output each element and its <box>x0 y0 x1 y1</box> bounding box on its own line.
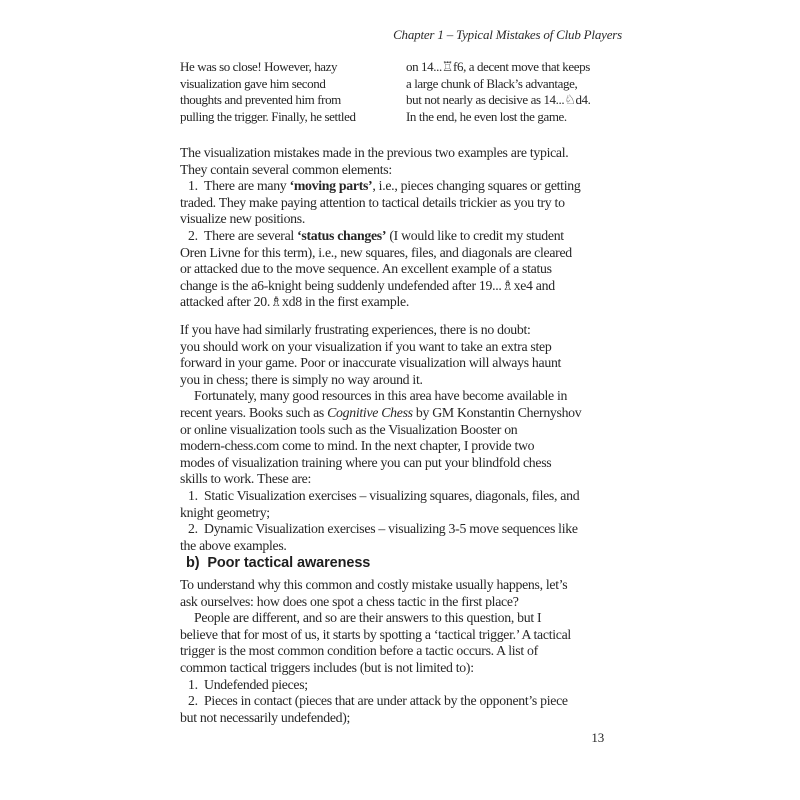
text-line <box>180 643 632 660</box>
text-run: but not necessarily undefended); <box>180 709 351 725</box>
text-run: forward in your game. Poor or inaccurate visualization will always haunt <box>180 355 562 371</box>
text-line <box>180 228 632 245</box>
text-run: Oren Livne for this term), i.e., new squares, files, and diagonals are cleared <box>180 244 572 260</box>
text-line <box>180 372 632 389</box>
page-number: 13 <box>591 730 604 745</box>
text-line <box>180 438 632 455</box>
text-run: ask ourselves: how does one spot a chess tactic in the first place? <box>180 593 519 609</box>
text-line <box>180 211 632 228</box>
text-line <box>180 339 632 356</box>
text-run: The visualization mistakes made in the previous two examples are typical. <box>180 145 569 160</box>
text-run: To understand why this common and costly mistake usually happens, let’s <box>180 577 568 592</box>
text-run: common tactical triggers includes (but is not limited to): <box>180 659 474 675</box>
text-run: attacked after 20.♗xd8 in the first example. <box>180 294 410 310</box>
text-line <box>180 261 632 278</box>
text-run: (I would like to credit my student <box>386 227 564 243</box>
text-run: 1. Static Visualization exercises – visualizing squares, diagonals, files, and <box>188 487 580 503</box>
paragraph-block-visualization-mistakes <box>180 145 632 311</box>
text-run: 2. Dynamic Visualization exercises – visualizing 3-5 move sequences like <box>188 521 578 537</box>
text-run: 1. Undefended pieces; <box>188 676 308 692</box>
text-run: thoughts and prevented him from <box>180 92 341 108</box>
text-line <box>406 59 625 76</box>
text-run: or attacked due to the move sequence. An excellent example of a status <box>180 261 552 277</box>
text-line <box>180 538 632 555</box>
text-line <box>180 92 398 109</box>
text-line <box>180 693 632 710</box>
text-line <box>180 59 398 76</box>
text-line <box>180 322 632 339</box>
text-run: People are different, and so are their answers to this question, but I <box>194 610 542 626</box>
paragraph-block-resources <box>180 322 632 554</box>
intro-columns <box>180 59 625 129</box>
text-run: trigger is the most common condition before a tactic occurs. A list of <box>180 643 538 659</box>
text-run: on 14...♖f6, a decent move that keeps <box>406 59 590 74</box>
text-line <box>406 92 625 109</box>
text-line <box>180 195 632 212</box>
text-line <box>180 471 632 488</box>
section-heading-poor-tactical-awareness: b) Poor tactical awareness <box>186 555 371 571</box>
text-line <box>180 505 632 522</box>
text-line <box>180 76 398 93</box>
text-line <box>180 294 632 311</box>
text-line <box>180 710 632 727</box>
text-line <box>180 162 632 179</box>
text-line <box>180 488 632 505</box>
text-run: you should work on your visualization if you want to take an extra step <box>180 338 552 354</box>
text-line <box>180 521 632 538</box>
text-run: visualize new positions. <box>180 211 306 227</box>
text-run: the above examples. <box>180 537 287 553</box>
text-run: 2. There are several <box>188 227 298 243</box>
text-run: modern-chess.com come to mind. In the next chapter, I provide two <box>180 438 535 454</box>
text-line <box>180 109 398 126</box>
text-run: or online visualization tools such as the Visualization Booster on <box>180 421 518 437</box>
text-run: They contain several common elements: <box>180 161 392 177</box>
running-header: Chapter 1 – Typical Mistakes of Club Players <box>393 27 622 42</box>
text-line <box>180 660 632 677</box>
text-run: ‘status changes’ <box>297 227 387 243</box>
text-line <box>180 245 632 262</box>
text-run: but not nearly as decisive as 14...♘d4. <box>406 92 591 108</box>
text-run: traded. They make paying attention to tactical details trickier as you try to <box>180 194 565 210</box>
text-run: , i.e., pieces changing squares or getting <box>372 178 581 194</box>
text-run: 2. Pieces in contact (pieces that are under attack by the opponent’s piece <box>188 693 568 709</box>
text-line <box>180 455 632 472</box>
text-line <box>180 178 632 195</box>
text-run: He was so close! However, hazy <box>180 59 338 74</box>
text-run: Fortunately, many good resources in this area have become available in <box>194 388 568 404</box>
text-run: ‘moving parts’ <box>289 178 373 194</box>
text-run: recent years. Books such as <box>180 404 328 420</box>
intro-column-left <box>180 59 398 125</box>
text-run: Cognitive Chess <box>327 404 413 420</box>
intro-column-right <box>406 59 625 125</box>
text-run: pulling the trigger. Finally, he settled <box>180 108 356 124</box>
text-run: modes of visualization training where you can put your blindfold chess <box>180 454 552 470</box>
text-line <box>180 677 632 694</box>
text-run: In the end, he even lost the game. <box>406 108 567 124</box>
text-line <box>180 145 632 162</box>
text-line <box>180 422 632 439</box>
text-run: skills to work. These are: <box>180 471 312 487</box>
paragraph-block-tactical-triggers <box>180 577 632 726</box>
text-run: change is the a6-knight being suddenly undefended after 19...♗xe4 and <box>180 277 555 293</box>
text-line <box>180 405 632 422</box>
text-line <box>406 109 625 126</box>
text-run: knight geometry; <box>180 504 270 520</box>
text-line <box>406 76 625 93</box>
text-line <box>180 610 632 627</box>
text-line <box>180 577 632 594</box>
text-line <box>180 627 632 644</box>
text-run: you in chess; there is simply no way around it. <box>180 371 423 387</box>
text-run: visualization gave him second <box>180 75 326 91</box>
text-run: a large chunk of Black’s advantage, <box>406 75 578 91</box>
text-line <box>180 388 632 405</box>
text-line <box>180 594 632 611</box>
text-run: If you have had similarly frustrating experiences, there is no doubt: <box>180 322 531 337</box>
text-run: 1. There are many <box>188 178 290 194</box>
text-run: by GM Konstantin Chernyshov <box>412 404 582 420</box>
text-run: believe that for most of us, it starts by spotting a ‘tactical trigger.’ A tactical <box>180 626 571 642</box>
text-line <box>180 278 632 295</box>
text-line <box>180 355 632 372</box>
